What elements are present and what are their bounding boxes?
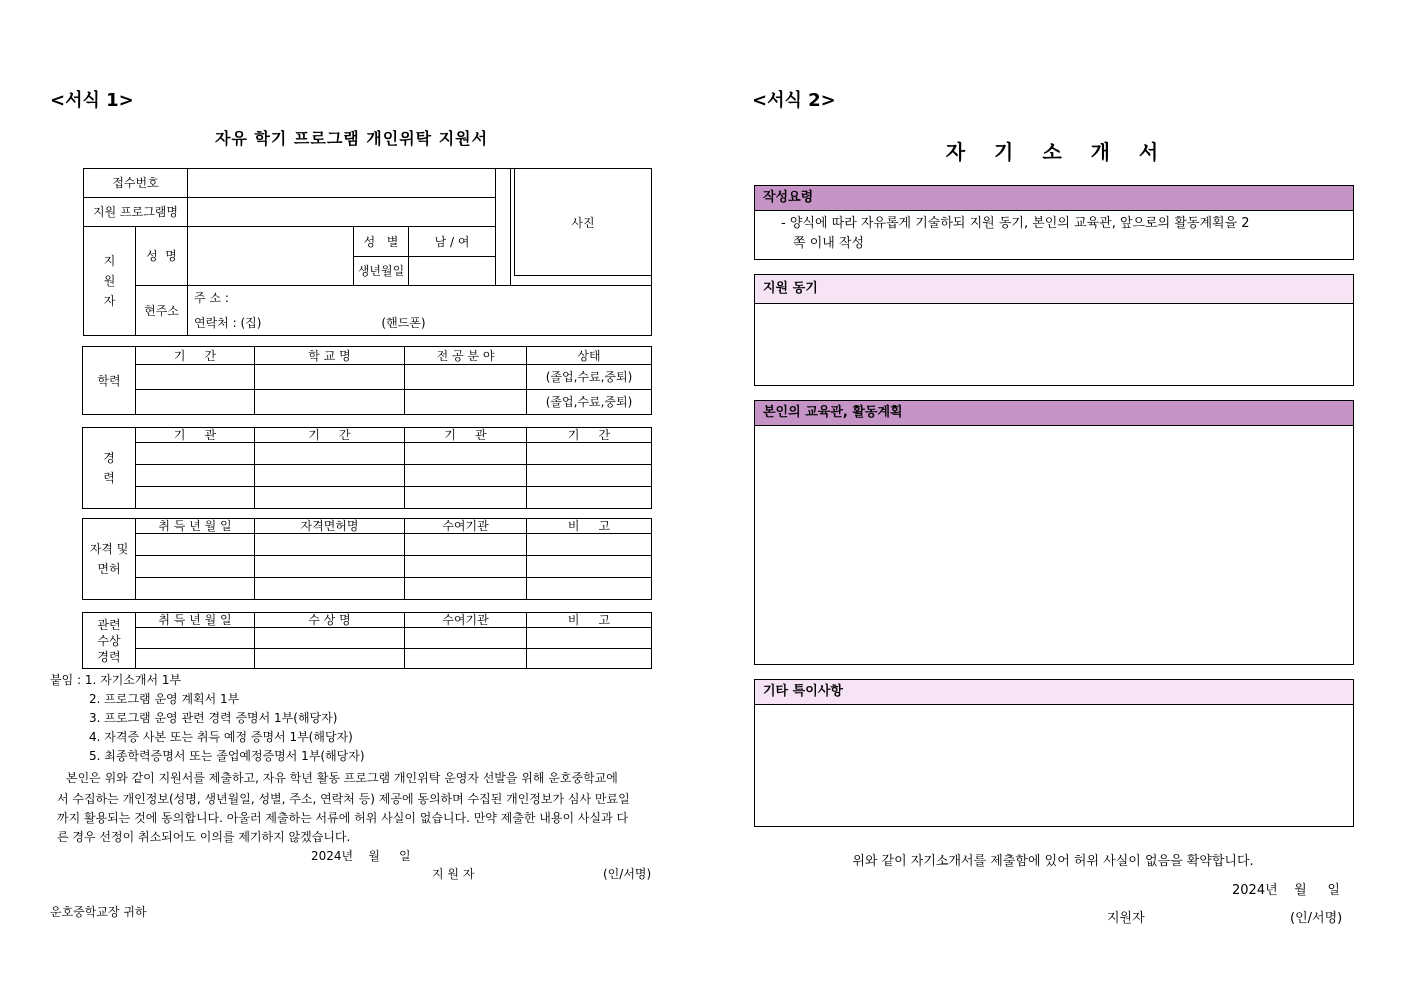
award-header: 비 고 [527,613,652,628]
guide-box [754,185,1354,260]
career-header: 기 관 [405,428,527,443]
motive-field[interactable] [755,304,1353,384]
license-label: 자격 및 면허 [83,519,136,600]
other-box [754,679,1354,827]
award-header: 수 상 명 [255,613,405,628]
career-cell[interactable] [405,443,527,465]
education-label: 학력 [83,347,136,415]
photo-box[interactable] [514,168,652,276]
education-cell[interactable] [136,390,255,415]
license-header: 취 득 년 월 일 [136,519,255,534]
career-label: 경 력 [83,428,136,509]
award-table [82,612,652,669]
attachment-item: 3. 프로그램 운영 관련 경력 증명서 1부(해당자) [89,711,338,725]
address-field[interactable]: 주 소 : [188,286,652,311]
education-table [82,346,652,415]
attachments-list: 붙임 : 1. 자기소개서 1부 [50,673,182,687]
award-cell[interactable] [136,628,255,648]
career-header: 기 간 [527,428,652,443]
award-label: 관련 수상 경력 [83,613,136,669]
career-cell[interactable] [405,465,527,487]
philosophy-title: 본인의 교육관, 활동계획 [755,401,1353,426]
license-cell[interactable] [527,556,652,578]
form2-confirm: 위와 같이 자기소개서를 제출함에 있어 허위 사실이 없음을 확약합니다. [852,854,1254,869]
award-cell[interactable] [255,648,405,668]
career-cell[interactable] [136,465,255,487]
license-cell[interactable] [136,534,255,556]
photo-label: 사진 [571,215,595,230]
education-header-status: 상태 [527,347,652,365]
education-header-major: 전 공 분 야 [405,347,527,365]
license-header: 수여기관 [405,519,527,534]
award-cell[interactable] [527,648,652,668]
career-header: 기 관 [136,428,255,443]
gender-label: 성 별 [354,227,409,257]
award-header: 수여기관 [405,613,527,628]
license-cell[interactable] [527,534,652,556]
program-name-field[interactable] [188,198,496,227]
name-field[interactable] [188,227,354,286]
philosophy-box [754,400,1354,665]
award-cell[interactable] [405,628,527,648]
award-cell[interactable] [405,648,527,668]
license-cell[interactable] [405,578,527,600]
form1-date: 2024년 월 일 [311,849,411,863]
license-table [82,518,652,600]
motive-title: 지원 동기 [755,275,1353,304]
attachment-item: 5. 최종학력증명서 또는 졸업예정증명서 1부(해당자) [89,749,365,763]
career-cell[interactable] [136,487,255,509]
applicant-label: 지 원 자 [84,227,136,336]
birth-field[interactable] [409,257,496,286]
name-label: 성 명 [136,227,188,286]
reception-no-field[interactable] [188,169,496,198]
form2-title: 자 기 소 개 서 [945,140,1161,164]
form1-title: 자유 학기 프로그램 개인위탁 지원서 [214,129,489,148]
addressee: 운호중학교장 귀하 [50,905,147,919]
reception-no-label: 접수번호 [84,169,188,198]
form1-heading: <서식 1> [50,90,134,111]
education-header-period: 기 간 [136,347,255,365]
license-cell[interactable] [527,578,652,600]
award-cell[interactable] [136,648,255,668]
career-table [82,427,652,509]
career-header: 기 간 [255,428,405,443]
license-cell[interactable] [405,556,527,578]
education-cell[interactable] [405,390,527,415]
career-cell[interactable] [255,487,405,509]
birth-label: 생년월일 [354,257,409,286]
education-cell[interactable] [255,365,405,390]
education-header-school: 학 교 명 [255,347,405,365]
career-cell[interactable] [527,465,652,487]
license-cell[interactable] [405,534,527,556]
form2-seal[interactable]: (인/서명) [1290,911,1343,926]
form1-seal[interactable]: (인/서명) [603,867,652,881]
declaration-line: 까지 활용되는 것에 동의합니다. 아울러 제출하는 서류에 허위 사실이 없습니다. 만약 제출한 내용이 사실과 다 [57,811,629,825]
gender-field[interactable]: 남 / 여 [409,227,496,257]
motive-box [754,274,1354,386]
form1-signer: 지 원 자 [432,867,475,881]
education-status-cell[interactable]: (졸업,수료,중퇴) [527,390,652,415]
career-cell[interactable] [527,487,652,509]
declaration-line: 서 수집하는 개인정보(성명, 생년월일, 성별, 주소, 연락처 등) 제공에 동의하며 수집된 개인정보가 심사 만료일 [57,792,630,806]
license-header: 비 고 [527,519,652,534]
guide-title: 작성요령 [755,186,1353,211]
license-cell[interactable] [255,578,405,600]
guide-text: - 양식에 따라 자유롭게 기술하되 지원 동기, 본인의 교육관, 앞으로의 활동계획을 2 쪽 이내 작성 [781,216,1250,251]
form2-heading: <서식 2> [752,90,836,111]
education-cell[interactable] [136,365,255,390]
career-cell[interactable] [255,465,405,487]
program-name-label: 지원 프로그램명 [84,198,188,227]
award-cell[interactable] [527,628,652,648]
declaration-line: 른 경우 선정이 취소되어도 이의를 제기하지 않겠습니다. [57,830,351,844]
attachment-item: 2. 프로그램 운영 계획서 1부 [89,692,240,706]
education-status-cell[interactable]: (졸업,수료,중퇴) [527,365,652,390]
form2-date: 2024년 월 일 [1232,883,1340,898]
education-cell[interactable] [255,390,405,415]
address-group-label: 현주소 [136,286,188,336]
other-field[interactable] [755,705,1353,825]
career-cell[interactable] [255,443,405,465]
award-header: 취 득 년 월 일 [136,613,255,628]
license-cell[interactable] [255,556,405,578]
career-cell[interactable] [527,443,652,465]
license-cell[interactable] [136,556,255,578]
license-cell[interactable] [136,578,255,600]
license-header: 자격면허명 [255,519,405,534]
contact-field[interactable]: 연락처 : (집) (핸드폰) [188,311,652,336]
award-cell[interactable] [255,628,405,648]
career-cell[interactable] [405,487,527,509]
form2-signer: 지원자 [1107,911,1145,926]
philosophy-field[interactable] [755,426,1353,662]
attachment-item: 4. 자격증 사본 또는 취득 예정 증명서 1부(해당자) [89,730,353,744]
declaration-line: 본인은 위와 같이 지원서를 제출하고, 자유 학년 활동 프로그램 개인위탁 운영자 선발을 위해 운호중학교에 [66,771,618,785]
license-cell[interactable] [255,534,405,556]
other-title: 기타 특이사항 [755,680,1353,705]
career-cell[interactable] [136,443,255,465]
education-cell[interactable] [405,365,527,390]
